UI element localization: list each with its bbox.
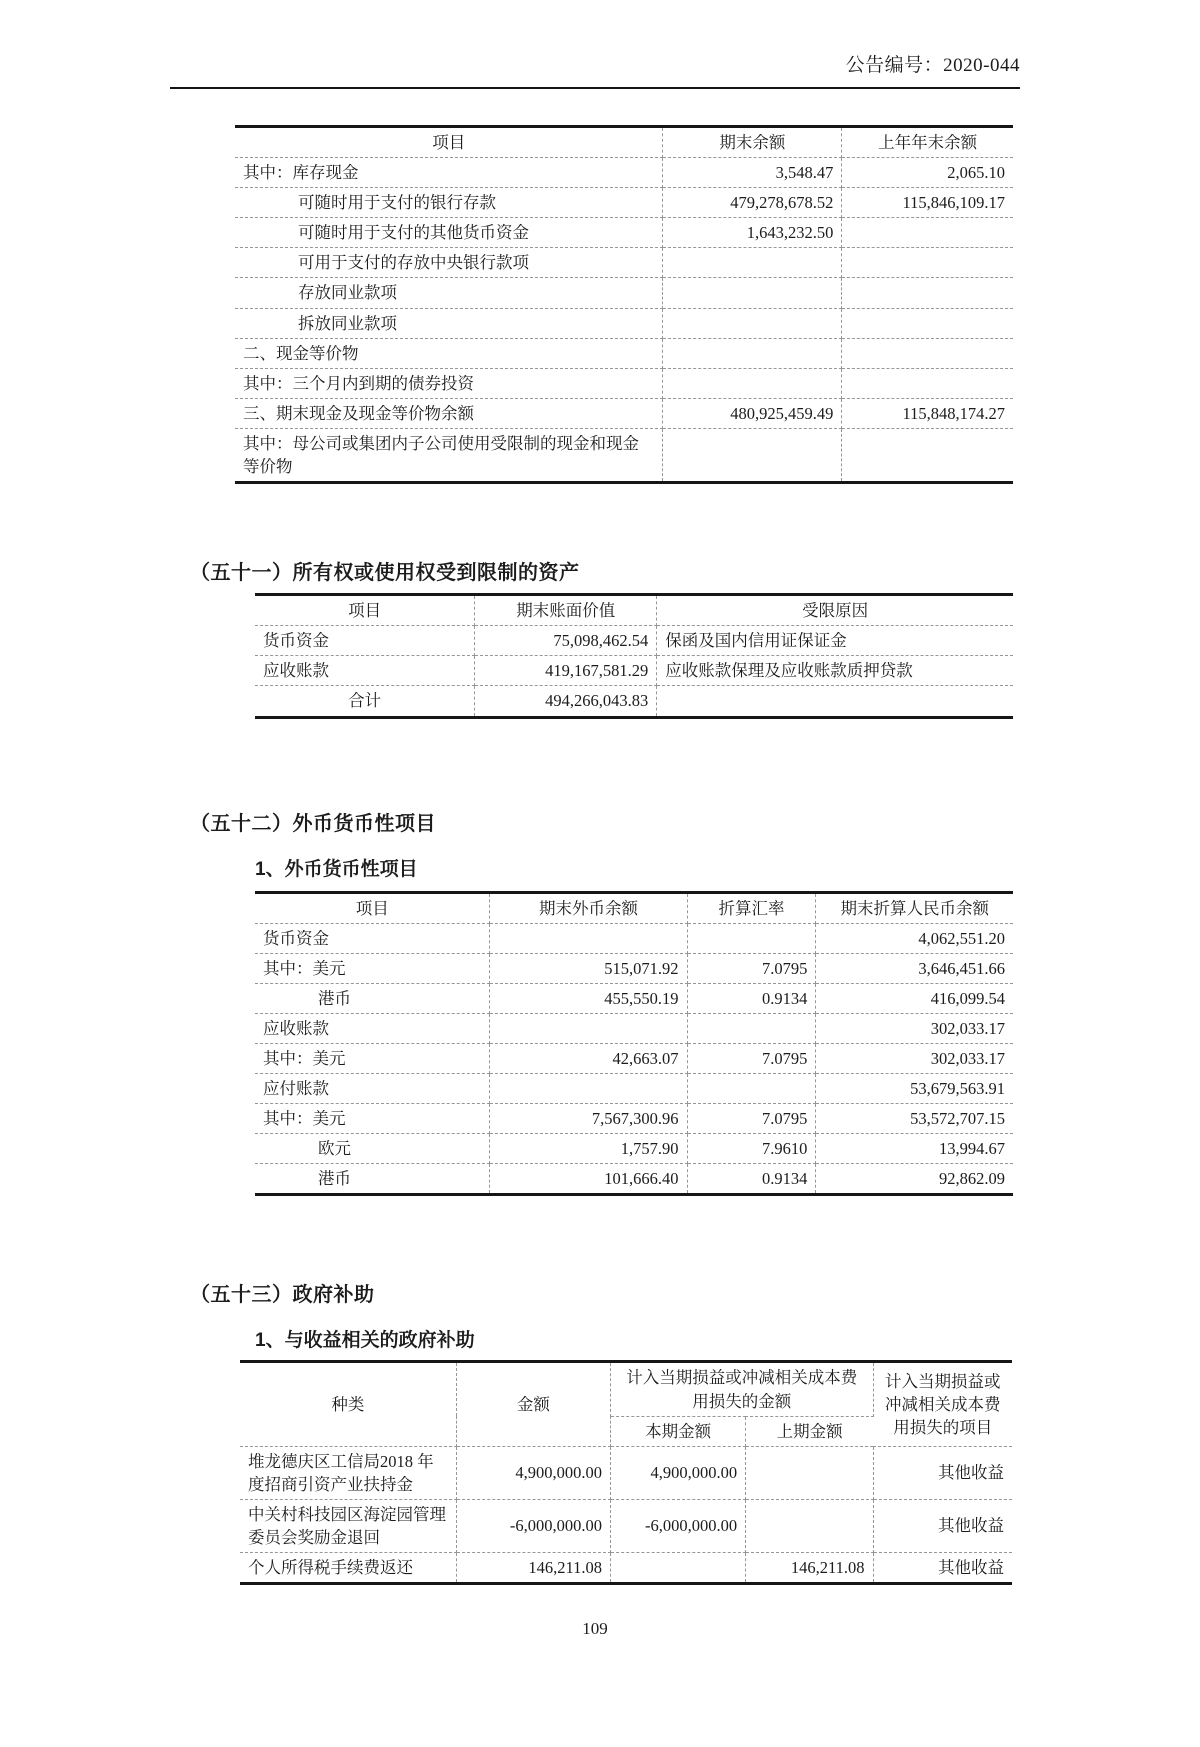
column-header: 期末账面价值 [475, 595, 657, 626]
table-cell: 302,033.17 [816, 1043, 1013, 1073]
table-row [255, 923, 1013, 953]
table-row [255, 1013, 1013, 1043]
table-cell: 101,666.40 [490, 1164, 687, 1195]
table-row [255, 1104, 1013, 1134]
table-cell: 0.9134 [687, 1164, 816, 1195]
table-row [255, 1043, 1013, 1073]
table-cell [842, 278, 1013, 308]
table-row [235, 428, 1013, 482]
column-header: 金额 [456, 1362, 610, 1446]
table-cell: -6,000,000.00 [456, 1499, 610, 1552]
table-cell: 115,848,174.27 [842, 398, 1013, 428]
table-cell: 货币资金 [255, 626, 475, 656]
table-cell: 可随时用于支付的其他货币资金 [235, 218, 663, 248]
column-header: 本期金额 [611, 1416, 746, 1446]
table-cell [746, 1446, 873, 1499]
table-cell: 其中：三个月内到期的债券投资 [235, 368, 663, 398]
table-row [235, 218, 1013, 248]
document-page [170, 50, 1020, 1639]
table-cell: 合计 [255, 686, 475, 717]
table-cell: 7.0795 [687, 953, 816, 983]
table-row [255, 626, 1013, 656]
cash-flow-supplement-table [235, 125, 1013, 484]
table-cell: 42,663.07 [490, 1043, 687, 1073]
table-cell: 欧元 [255, 1134, 490, 1164]
table-cell [490, 1074, 687, 1104]
table-cell: 可用于支付的存放中央银行款项 [235, 248, 663, 278]
table-cell: 302,033.17 [816, 1013, 1013, 1043]
table-cell: 4,900,000.00 [456, 1446, 610, 1499]
table-row [240, 1553, 1012, 1584]
table-cell [842, 338, 1013, 368]
section-51-title: （五十一）所有权或使用权受到限制的资产 [190, 562, 580, 585]
column-header: 受限原因 [657, 595, 1013, 626]
table-row [235, 368, 1013, 398]
table-cell: 479,278,678.52 [663, 188, 842, 218]
table-cell: 4,900,000.00 [611, 1446, 746, 1499]
table-cell: 480,925,459.49 [663, 398, 842, 428]
table-row [235, 248, 1013, 278]
table-cell [663, 308, 842, 338]
column-header: 期末折算人民币余额 [816, 892, 1013, 923]
table-cell: 146,211.08 [746, 1553, 873, 1584]
table-cell: 3,646,451.66 [816, 953, 1013, 983]
table-cell: 494,266,043.83 [475, 686, 657, 717]
table-cell: 其他收益 [938, 1558, 1004, 1578]
table-row [255, 656, 1013, 686]
table-cell: 4,062,551.20 [816, 923, 1013, 953]
table-cell: 7,567,300.96 [490, 1104, 687, 1134]
table-row [255, 953, 1013, 983]
table-cell [490, 923, 687, 953]
table-cell: 保函及国内信用证保证金 [657, 626, 1013, 656]
table-cell: 7.0795 [687, 1043, 816, 1073]
table-cell: 其中：库存现金 [235, 158, 663, 188]
table-cell: 应付账款 [255, 1074, 490, 1104]
table-header-row [240, 1362, 1012, 1416]
section-52-subtitle: 1、外币货币性项目 [255, 858, 418, 880]
table-cell [842, 308, 1013, 338]
table-cell: 三、期末现金及现金等价物余额 [235, 398, 663, 428]
notice-number: 公告编号：2020-044 [845, 55, 1020, 76]
table-cell: 其中：美元 [255, 953, 490, 983]
section-53-title: （五十三）政府补助 [190, 1284, 375, 1307]
foreign-currency-table [255, 891, 1013, 1197]
column-header: 折算汇率 [687, 892, 816, 923]
column-header: 期末外币余额 [490, 892, 687, 923]
table-cell: 应收账款保理及应收账款质押贷款 [657, 656, 1013, 686]
table-cell [663, 248, 842, 278]
table-cell: 存放同业款项 [235, 278, 663, 308]
table-cell [746, 1499, 873, 1552]
table-cell: 可随时用于支付的银行存款 [235, 188, 663, 218]
table-cell [842, 218, 1013, 248]
table-cell: 其中：美元 [255, 1043, 490, 1073]
table-row [255, 983, 1013, 1013]
table-cell: 中关村科技园区海淀园管理委员会奖励金退回 [240, 1499, 456, 1552]
table-cell: 13,994.67 [816, 1134, 1013, 1164]
table-cell [663, 278, 842, 308]
table-cell: 拆放同业款项 [235, 308, 663, 338]
table-cell: 416,099.54 [816, 983, 1013, 1013]
table-cell: 港币 [255, 983, 490, 1013]
header-rule [170, 87, 1020, 89]
table-row [235, 188, 1013, 218]
table-cell [663, 428, 842, 482]
table-cell: 115,846,109.17 [842, 188, 1013, 218]
table-cell [842, 428, 1013, 482]
table-cell: 3,548.47 [663, 158, 842, 188]
table-cell: 个人所得税手续费返还 [240, 1553, 456, 1584]
column-header: 计入当期损益或冲减相关成本费用损失的项目 [873, 1362, 1012, 1446]
column-header: 项目 [235, 127, 663, 158]
section-53-subtitle: 1、与收益相关的政府补助 [255, 1330, 475, 1352]
table-header-row [235, 127, 1013, 158]
table-cell: 1,757.90 [490, 1134, 687, 1164]
section-52-title: （五十二）外币货币性项目 [190, 812, 436, 835]
table-cell [687, 1074, 816, 1104]
page-number: 109 [582, 1619, 608, 1639]
table-row [235, 158, 1013, 188]
column-header: 期末余额 [663, 127, 842, 158]
table-row [235, 308, 1013, 338]
table-cell: 0.9134 [687, 983, 816, 1013]
table-row [240, 1499, 1012, 1552]
table-cell: 港币 [255, 1164, 490, 1195]
table-cell: 92,862.09 [939, 1169, 1005, 1189]
table-row [255, 1164, 1013, 1195]
table-header-row [255, 892, 1013, 923]
table-cell [687, 1013, 816, 1043]
column-header: 项目 [255, 892, 490, 923]
table-row [235, 398, 1013, 428]
column-header: 上期金额 [746, 1416, 873, 1446]
table-cell: 7.0795 [687, 1104, 816, 1134]
table-cell: -6,000,000.00 [611, 1499, 746, 1552]
table-cell: 1,643,232.50 [663, 218, 842, 248]
table-cell: 455,550.19 [490, 983, 687, 1013]
table-cell [842, 248, 1013, 278]
restricted-assets-table [255, 593, 1013, 718]
column-header-group: 计入当期损益或冲减相关成本费用损失的金额 [611, 1362, 873, 1416]
table-cell [687, 923, 816, 953]
government-grants-table [240, 1360, 1012, 1585]
table-row [240, 1446, 1012, 1499]
table-cell [663, 338, 842, 368]
column-header: 种类 [240, 1362, 456, 1446]
table-cell: 其他收益 [873, 1499, 1012, 1552]
table-cell: 7.9610 [687, 1134, 816, 1164]
table-row [255, 1134, 1013, 1164]
table-cell: 419,167,581.29 [475, 656, 657, 686]
table-cell [490, 1013, 687, 1043]
table-cell: 515,071.92 [490, 953, 687, 983]
table-cell [663, 368, 842, 398]
table-cell: 53,572,707.15 [816, 1104, 1013, 1134]
table-header-row [255, 595, 1013, 626]
table-cell: 货币资金 [255, 923, 490, 953]
table-cell [657, 686, 1013, 717]
table-row [255, 686, 1013, 717]
table-row [235, 338, 1013, 368]
table-cell: 堆龙德庆区工信局2018 年度招商引资产业扶持金 [240, 1446, 456, 1499]
table-cell: 2,065.10 [842, 158, 1013, 188]
table-cell: 146,211.08 [456, 1553, 610, 1584]
table-cell: 二、现金等价物 [235, 338, 663, 368]
table-cell: 其中：母公司或集团内子公司使用受限制的现金和现金等价物 [235, 428, 663, 482]
table-row [255, 1074, 1013, 1104]
column-header: 项目 [255, 595, 475, 626]
table-cell: 53,679,563.91 [816, 1074, 1013, 1104]
table-cell [611, 1553, 746, 1584]
table-cell: 75,098,462.54 [475, 626, 657, 656]
table-cell [842, 368, 1013, 398]
table-cell: 应收账款 [255, 656, 475, 686]
table-row [235, 278, 1013, 308]
table-cell: 其他收益 [873, 1446, 1012, 1499]
table-cell: 其中：美元 [255, 1104, 490, 1134]
column-header: 上年年末余额 [842, 127, 1013, 158]
table-cell: 应收账款 [255, 1013, 490, 1043]
